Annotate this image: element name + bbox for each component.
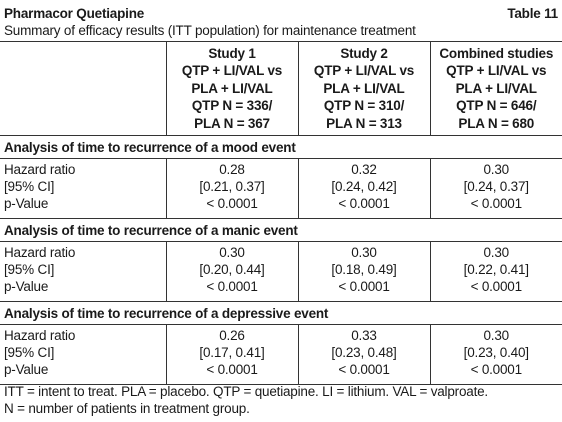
hazard-ratio: 0.30 <box>483 245 509 260</box>
column-line: PLA + LI/VAL <box>191 80 273 96</box>
hazard-ratio: 0.30 <box>483 328 509 343</box>
p-value: < 0.0001 <box>338 362 390 377</box>
row-label: Hazard ratio <box>4 245 76 260</box>
section-heading-row <box>0 219 562 242</box>
footnote-line: ITT = intent to treat. PLA = placebo. QTP = quetiapine. LI = lithium. VAL = valproate. <box>4 384 488 399</box>
value-cell <box>430 325 562 385</box>
column-line: QTP N = 646/ <box>456 98 537 114</box>
row-label: [95% CI] <box>4 179 55 194</box>
column-line: PLA + LI/VAL <box>323 80 405 96</box>
column-line: PLA + LI/VAL <box>455 80 537 96</box>
confidence-interval: [0.24, 0.42] <box>331 179 397 194</box>
row-label: p-Value <box>4 279 49 294</box>
p-value: < 0.0001 <box>206 279 258 294</box>
document-title: Pharmacor Quetiapine <box>4 6 145 21</box>
row-label: p-Value <box>4 196 49 211</box>
confidence-interval: [0.21, 0.37] <box>199 179 265 194</box>
p-value: < 0.0001 <box>470 279 522 294</box>
section-heading-mood: Analysis of time to recurrence of a mood event <box>0 136 562 159</box>
row-labels-cell <box>0 325 166 385</box>
confidence-interval: [0.18, 0.49] <box>331 262 397 277</box>
column-line: QTP N = 310/ <box>323 98 405 114</box>
footnote <box>4 383 488 417</box>
value-cell <box>430 159 562 219</box>
table-row <box>0 325 562 385</box>
column-line: QTP + LI/VAL vs <box>181 63 283 79</box>
column-header-study-2 <box>298 42 430 136</box>
p-value: < 0.0001 <box>338 279 390 294</box>
column-line: PLA N = 367 <box>194 115 270 131</box>
column-line: QTP N = 336/ <box>191 98 273 114</box>
section-heading-manic: Analysis of time to recurrence of a manic event <box>0 219 562 242</box>
efficacy-table <box>0 41 562 385</box>
p-value: < 0.0001 <box>470 362 522 377</box>
hazard-ratio: 0.26 <box>219 328 245 343</box>
column-header-combined <box>430 42 562 136</box>
section-heading-depressive: Analysis of time to recurrence of a depressive event <box>0 302 562 325</box>
column-header-study-1 <box>166 42 298 136</box>
column-title: Combined studies <box>439 45 554 61</box>
hazard-ratio: 0.30 <box>351 245 377 260</box>
row-labels-cell <box>0 242 166 302</box>
table-number: Table 11 <box>507 6 558 21</box>
column-line: PLA N = 313 <box>326 115 402 131</box>
confidence-interval: [0.23, 0.48] <box>331 345 397 360</box>
confidence-interval: [0.17, 0.41] <box>199 345 265 360</box>
hazard-ratio: 0.33 <box>351 328 377 343</box>
row-label: [95% CI] <box>4 345 55 360</box>
hazard-ratio: 0.32 <box>351 162 377 177</box>
row-label: Hazard ratio <box>4 328 76 343</box>
hazard-ratio: 0.28 <box>219 162 245 177</box>
confidence-interval: [0.22, 0.41] <box>463 262 529 277</box>
value-cell <box>166 325 298 385</box>
p-value: < 0.0001 <box>470 196 522 211</box>
column-line: PLA N = 680 <box>458 115 535 131</box>
value-cell <box>430 242 562 302</box>
column-line: QTP + LI/VAL vs <box>446 63 547 79</box>
value-cell <box>166 159 298 219</box>
value-cell <box>298 242 430 302</box>
column-title: Study 2 <box>340 45 388 61</box>
column-title: Study 1 <box>208 45 256 61</box>
value-cell <box>166 242 298 302</box>
table-row <box>0 242 562 302</box>
hazard-ratio: 0.30 <box>483 162 509 177</box>
header-line <box>4 6 558 22</box>
p-value: < 0.0001 <box>338 196 390 211</box>
column-line: QTP + LI/VAL vs <box>313 63 415 79</box>
header-empty-cell <box>0 42 166 136</box>
p-value: < 0.0001 <box>206 362 258 377</box>
table-row <box>0 159 562 219</box>
confidence-interval: [0.24, 0.37] <box>463 179 529 194</box>
confidence-interval: [0.23, 0.40] <box>463 345 529 360</box>
row-label: Hazard ratio <box>4 162 76 177</box>
row-label: p-Value <box>4 362 49 377</box>
footnote-line: N = number of patients in treatment group. <box>4 401 250 416</box>
table-header-row <box>0 42 562 136</box>
hazard-ratio: 0.30 <box>219 245 245 260</box>
table-subtitle: Summary of efficacy results (ITT population) for maintenance treatment <box>4 23 416 38</box>
value-cell <box>298 159 430 219</box>
section-heading-row <box>0 302 562 325</box>
confidence-interval: [0.20, 0.44] <box>199 262 265 277</box>
row-labels-cell <box>0 159 166 219</box>
value-cell <box>298 325 430 385</box>
row-label: [95% CI] <box>4 262 55 277</box>
p-value: < 0.0001 <box>206 196 258 211</box>
section-heading-row <box>0 136 562 159</box>
